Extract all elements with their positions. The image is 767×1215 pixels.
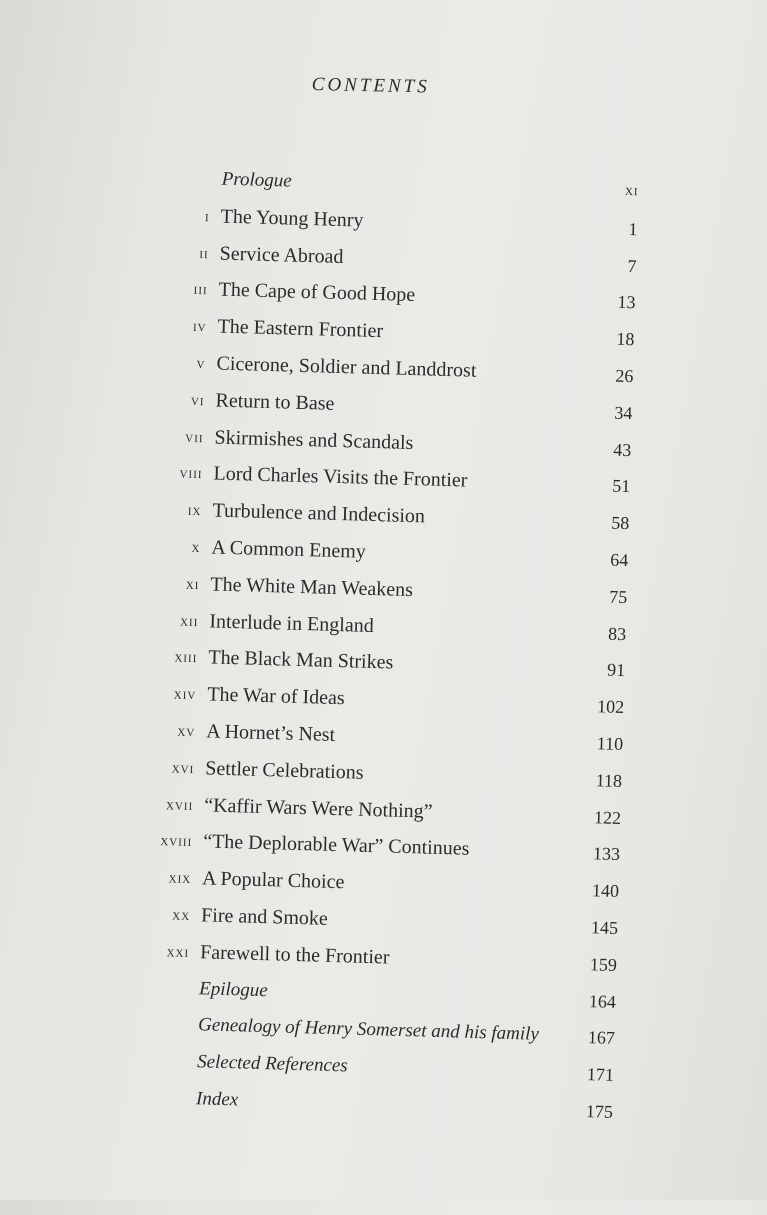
chapter-title: “The Deplorable War” Continues bbox=[202, 830, 470, 861]
page-number: 102 bbox=[596, 696, 625, 718]
page-number: 43 bbox=[613, 439, 632, 460]
chapter-title: Turbulence and Indecision bbox=[212, 499, 426, 528]
page-number: 118 bbox=[595, 770, 623, 791]
chapter-number: xiii bbox=[174, 649, 198, 667]
chapter-title: Skirmishes and Scandals bbox=[214, 426, 414, 454]
chapter-title: The Eastern Frontier bbox=[217, 315, 384, 343]
page-number: 167 bbox=[587, 1027, 616, 1049]
chapter-number: xiv bbox=[173, 686, 197, 704]
chapter-title: Interlude in England bbox=[209, 610, 375, 637]
page-number: 75 bbox=[608, 586, 628, 607]
page-number: 26 bbox=[615, 365, 634, 387]
page-title: CONTENTS bbox=[311, 74, 430, 98]
page-number: 122 bbox=[593, 806, 622, 828]
chapter-title: Epilogue bbox=[198, 977, 269, 1001]
page-number: 13 bbox=[617, 292, 636, 313]
chapter-number: iv bbox=[192, 319, 207, 336]
chapter-title: Farewell to the Frontier bbox=[199, 941, 390, 969]
page-number: 175 bbox=[585, 1101, 614, 1122]
chapter-number: xii bbox=[179, 613, 199, 630]
chapter-title: Fire and Smoke bbox=[200, 904, 329, 930]
chapter-title: Genealogy of Henry Somerset and his family bbox=[197, 1014, 540, 1046]
page-number: 1 bbox=[628, 218, 638, 240]
chapter-title: Selected References bbox=[196, 1051, 349, 1077]
page-number: 58 bbox=[611, 512, 630, 534]
chapter-number: xxi bbox=[166, 944, 190, 961]
page-number: 34 bbox=[614, 402, 633, 423]
chapter-title: Index bbox=[195, 1088, 239, 1111]
page-number: 164 bbox=[588, 990, 617, 1012]
chapter-title: Cicerone, Soldier and Landdrost bbox=[216, 352, 477, 382]
chapter-title: Lord Charles Visits the Frontier bbox=[213, 462, 468, 492]
page-number: 7 bbox=[627, 255, 637, 276]
chapter-number: xvi bbox=[171, 760, 195, 777]
chapter-title: “Kaffir Wars Were Nothing” bbox=[203, 793, 433, 823]
chapter-number: xviii bbox=[160, 833, 193, 851]
chapter-number: xx bbox=[172, 907, 191, 925]
chapter-number: xix bbox=[168, 870, 192, 888]
chapter-title: A Common Enemy bbox=[211, 536, 367, 563]
chapter-title: Settler Celebrations bbox=[204, 757, 364, 784]
page-number: 171 bbox=[586, 1064, 615, 1086]
chapter-number: vii bbox=[185, 429, 204, 446]
chapter-title: The Black Man Strikes bbox=[208, 646, 394, 674]
chapter-number: iii bbox=[193, 282, 208, 299]
chapter-number: xvii bbox=[165, 796, 194, 814]
chapter-number: ix bbox=[187, 502, 202, 520]
page-number: 159 bbox=[589, 953, 618, 975]
page-number: 51 bbox=[612, 476, 631, 497]
chapter-title: The Young Henry bbox=[220, 205, 364, 232]
chapter-number: xi bbox=[185, 576, 200, 593]
chapter-number: ii bbox=[199, 245, 209, 262]
chapter-title: Return to Base bbox=[215, 389, 335, 415]
chapter-number: i bbox=[204, 208, 210, 226]
chapter-title: The White Man Weakens bbox=[210, 573, 414, 601]
page-number: 145 bbox=[590, 917, 619, 938]
chapter-number: xv bbox=[177, 723, 196, 741]
chapter-title: The Cape of Good Hope bbox=[218, 278, 416, 307]
page-number: 133 bbox=[592, 843, 621, 865]
chapter-title: Prologue bbox=[221, 168, 293, 192]
chapter-title: The War of Ideas bbox=[207, 683, 346, 710]
chapter-number: x bbox=[191, 539, 201, 557]
page-number: 83 bbox=[607, 623, 627, 644]
page-number: 18 bbox=[616, 328, 635, 350]
chapter-number: vi bbox=[190, 392, 205, 410]
chapter-title: A Popular Choice bbox=[201, 867, 345, 894]
page-number: 110 bbox=[596, 733, 624, 755]
page-number: 91 bbox=[606, 659, 626, 681]
chapter-number: viii bbox=[179, 465, 203, 483]
chapter-number: v bbox=[196, 355, 206, 373]
page-number: xi bbox=[624, 181, 639, 200]
chapter-title: A Hornet’s Nest bbox=[206, 720, 336, 746]
page-number: 140 bbox=[591, 880, 620, 902]
chapter-title: Service Abroad bbox=[219, 242, 344, 268]
page-number: 64 bbox=[610, 549, 629, 571]
